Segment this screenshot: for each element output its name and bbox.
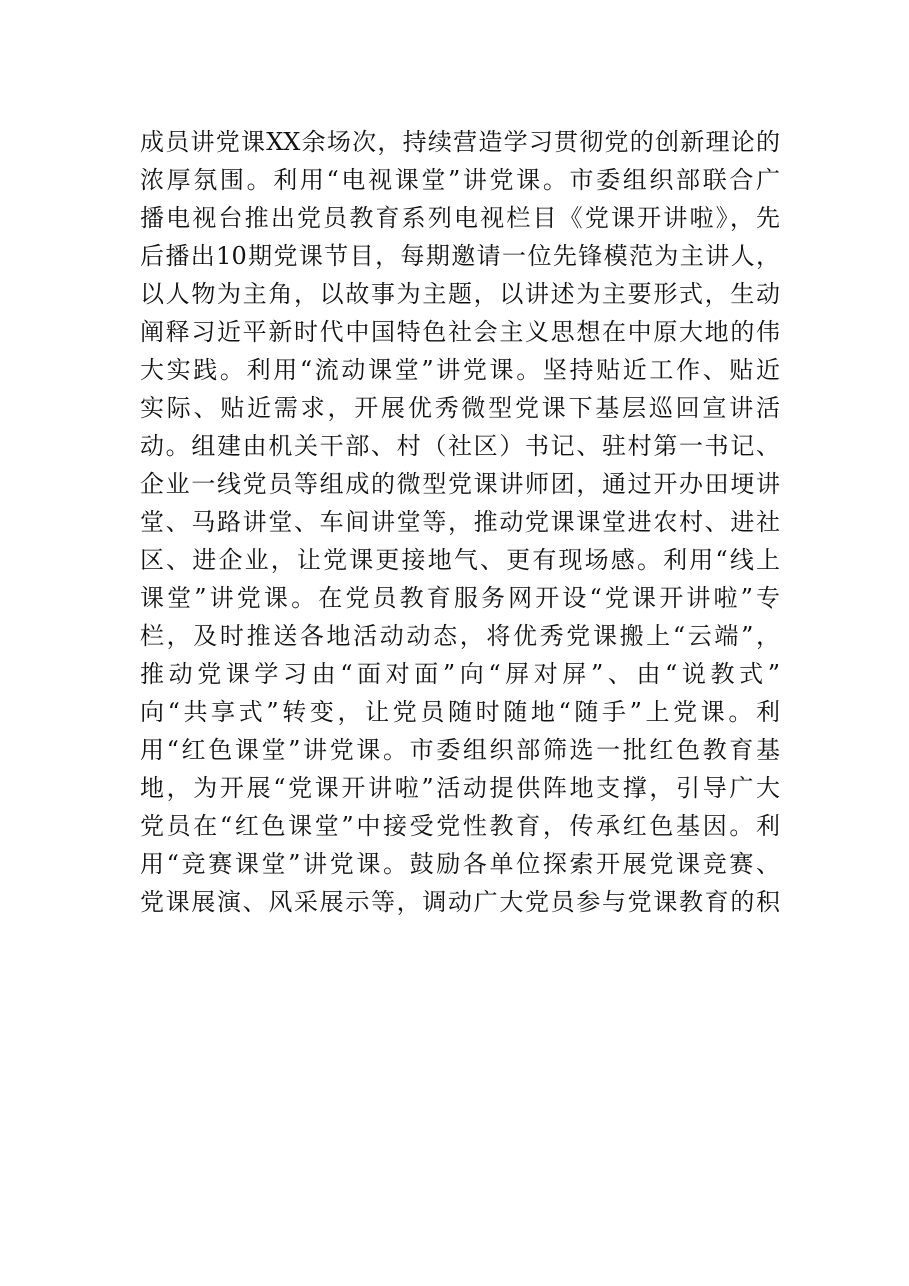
paragraph-line-5: 以人物为主角，以故事为主题，以讲述为主要形式，生动 [140, 280, 780, 308]
paragraph-line-6: 阐释习近平新时代中国特色社会主义思想在中原大地的伟 [140, 318, 780, 346]
paragraph-line-16: 向“共享式”转变，让党员随时随地“随手”上党课。利 [140, 698, 780, 726]
paragraph-line-14: 栏，及时推送各地活动动态，将优秀党课搬上“云端”， [140, 622, 780, 650]
paragraph-line-11: 堂、马路讲堂、车间讲堂等，推动党课课堂进农村、进社 [140, 508, 780, 536]
paragraph-line-12: 区、进企业，让党课更接地气、更有现场感。利用“线上 [140, 546, 780, 574]
paragraph-line-4: 后播出10期党课节目，每期邀请一位先锋模范为主讲人， [140, 242, 780, 270]
paragraph-line-7: 大实践。利用“流动课堂”讲党课。坚持贴近工作、贴近 [140, 356, 780, 384]
paragraph-line-18: 地，为开展“党课开讲啦”活动提供阵地支撑，引导广大 [140, 774, 780, 802]
paragraph-line-19: 党员在“红色课堂”中接受党性教育，传承红色基因。利 [140, 812, 780, 840]
paragraph-line-13: 课堂”讲党课。在党员教育服务网开设“党课开讲啦”专 [140, 584, 780, 612]
paragraph-line-15: 推动党课学习由“面对面”向“屏对屏”、由“说教式” [140, 660, 780, 688]
paragraph-line-20: 用“竞赛课堂”讲党课。鼓励各单位探索开展党课竞赛、 [140, 850, 780, 878]
body-paragraph [140, 123, 780, 921]
paragraph-line-2: 浓厚氛围。利用“电视课堂”讲党课。市委组织部联合广 [140, 166, 780, 194]
paragraph-line-21: 党课展演、风采展示等，调动广大党员参与党课教育的积 [140, 888, 780, 916]
paragraph-line-1: 成员讲党课XX余场次，持续营造学习贯彻党的创新理论的 [140, 128, 780, 156]
paragraph-line-9: 动。组建由机关干部、村（社区）书记、驻村第一书记、 [140, 432, 780, 460]
paragraph-line-17: 用“红色课堂”讲党课。市委组织部筛选一批红色教育基 [140, 736, 780, 764]
paragraph-line-3: 播电视台推出党员教育系列电视栏目《党课开讲啦》，先 [140, 204, 780, 232]
paragraph-line-10: 企业一线党员等组成的微型党课讲师团，通过开办田埂讲 [140, 470, 780, 498]
paragraph-line-8: 实际、贴近需求，开展优秀微型党课下基层巡回宣讲活 [140, 394, 780, 422]
